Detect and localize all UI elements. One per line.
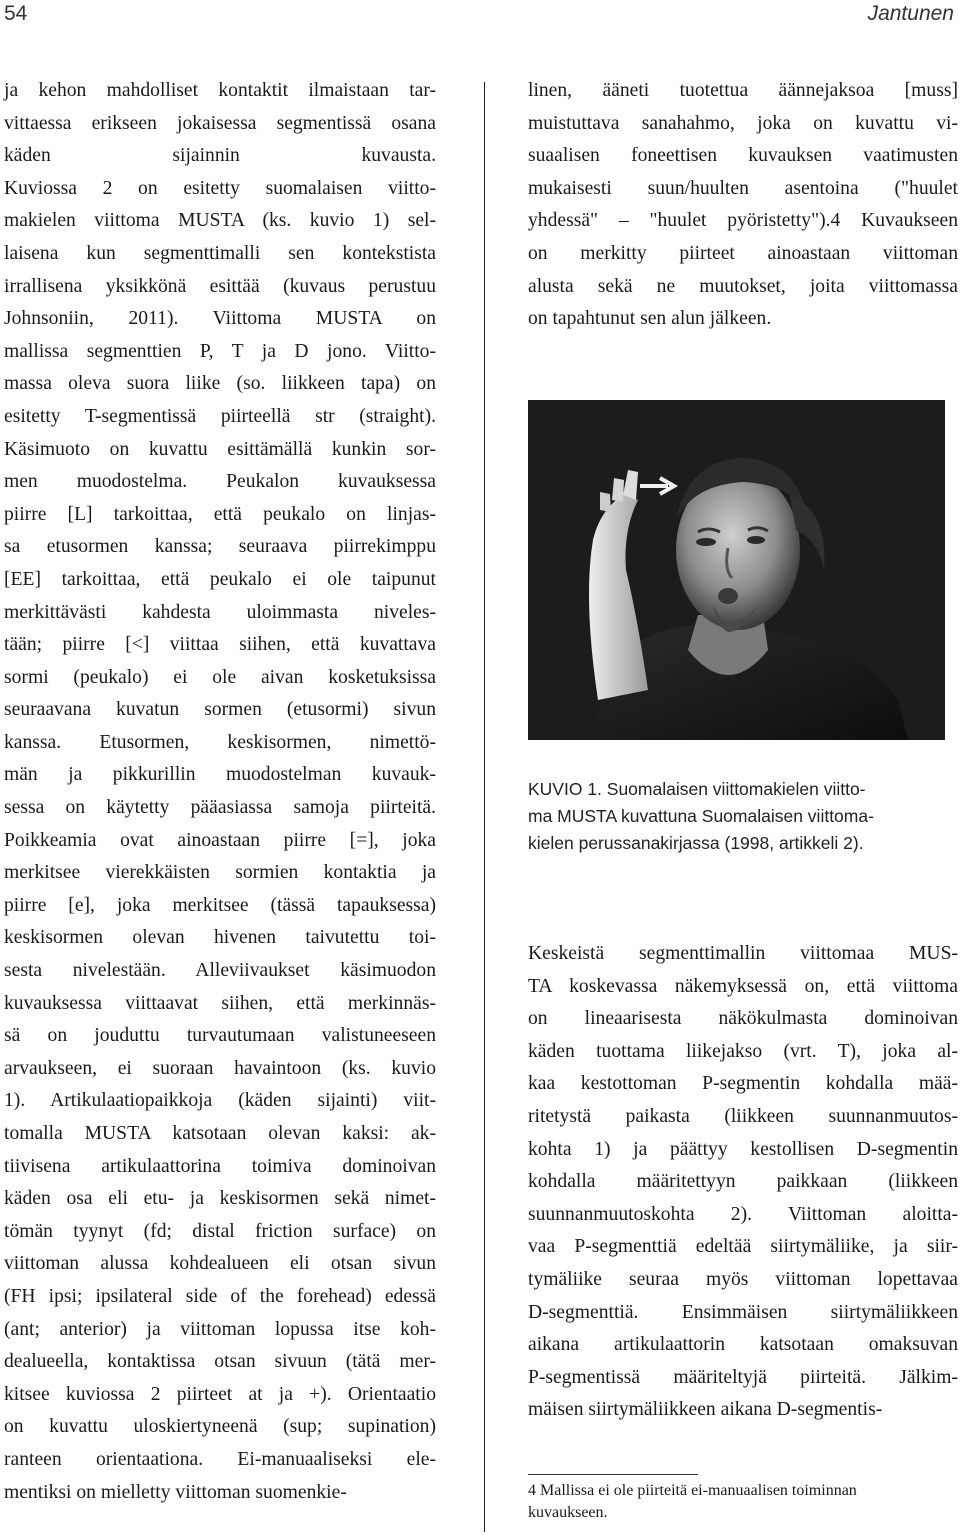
page-header <box>0 0 960 40</box>
caption-line: kielen perussanakirjassa (1998, artikkeli 2). <box>528 833 864 853</box>
text-line: kohta 1) ja päättyy kestollisen D-segmentin <box>528 1138 958 1160</box>
text-line: laisena kun segmenttimalli sen kontekstista <box>4 242 436 264</box>
text-line: kanssa. Etusormen, keskisormen, nimettö- <box>4 731 436 753</box>
figure-caption <box>528 776 958 857</box>
text-line: ja kehon mahdolliset kontaktit ilmaistaan tar- <box>4 80 436 101</box>
text-line: ritetystä paikasta (liikkeen suunnanmuutos- <box>528 1105 958 1127</box>
figure-photo-musta-sign <box>528 400 945 740</box>
text-line: käden sijainnin kuvausta. <box>4 145 436 167</box>
text-line: Käsimuoto on kuvattu esittämällä kunkin sor- <box>4 438 436 460</box>
caption-line: ma MUSTA kuvattuna Suomalaisen viittoma- <box>528 806 874 826</box>
text-line: on merkitty piirteet ainoastaan viittoman <box>528 242 958 264</box>
left-column-text <box>4 75 436 1509</box>
text-line: seuraavana kuvatun sormen (etusormi) sivun <box>4 699 436 721</box>
text-line: vittaessa erikseen jokaisessa segmentissä osana <box>4 112 436 134</box>
text-line: tään; piirre [<] viittaa siihen, että kuvattava <box>4 634 436 656</box>
text-line: irrallisena yksikkönä esittää (kuvaus perustuu <box>4 275 436 297</box>
text-line: mukaisesti suun/huulten asentoina ("huulet <box>528 177 958 199</box>
text-line: P-segmentissä määriteltyjä piirteitä. Jälkim- <box>528 1366 958 1388</box>
text-line: kohdalla määritettyyn paikkaan (liikkeen <box>528 1171 958 1193</box>
text-line: tymäliike seuraa myös viittoman lopettavaa <box>528 1268 958 1290</box>
text-line: mäisen siirtymäliikkeen aikana D-segmentis- <box>528 1399 883 1421</box>
text-line: kitsee kuviossa 2 piirteet at ja +). Orientaatio <box>4 1383 436 1405</box>
text-line: tomalla MUSTA katsotaan olevan kaksi: ak- <box>4 1123 436 1144</box>
text-line: linen, ääneti tuotettua äännejaksoa [muss] <box>528 80 958 101</box>
text-line: käden tuottama liikejakso (vrt. T), joka al- <box>528 1040 958 1062</box>
text-line: tiivisena artikulaattorina toimiva dominoivan <box>4 1155 436 1177</box>
right-column-text-top <box>528 75 958 336</box>
text-line: merkittävästi kahdesta uloimmasta niveles- <box>4 601 436 623</box>
text-line: Keskeistä segmenttimallin viittomaa MUS- <box>528 943 958 964</box>
text-line: men muodostelma. Peukalon kuvauksessa <box>4 471 436 493</box>
text-line: piirre [L] tarkoittaa, että peukalo on linjas- <box>4 503 436 525</box>
text-line: sä on jouduttu turvautumaan valistuneeseen <box>4 1025 436 1047</box>
text-line: aikana artikulaattorin katsotaan omaksuvan <box>528 1334 958 1356</box>
text-line: piirre [e], joka merkitsee (tässä tapauksessa) <box>4 894 436 916</box>
text-line: alusta sekä ne muutokset, joita viittomassa <box>528 275 958 297</box>
text-line: on lineaarisesta näkökulmasta dominoivan <box>528 1008 958 1030</box>
footnote <box>528 1480 958 1524</box>
text-line: on tapahtunut sen alun jälkeen. <box>528 308 772 330</box>
footnote-line: kuvaukseen. <box>528 1504 608 1521</box>
text-line: sormi (peukalo) ei ole aivan kosketuksissa <box>4 666 436 688</box>
text-line: merkitsee vierekkäisten sormien kontaktia ja <box>4 862 436 884</box>
text-line: Kuviossa 2 on esitetty suomalaisen viitto- <box>4 177 436 199</box>
text-line: män ja pikkurillin muodostelman kuvauk- <box>4 764 436 786</box>
text-line: suaalisen foneettisen kuvauksen vaatimusten <box>528 145 958 167</box>
text-line: mallissa segmenttien P, T ja D jono. Viitto- <box>4 340 436 362</box>
text-line: (ant; anterior) ja viittoman lopussa itse koh- <box>4 1318 436 1340</box>
caption-line: KUVIO 1. Suomalaisen viittomakielen viitto- <box>528 779 866 799</box>
text-line: TA koskevassa näkemyksessä on, että viittoma <box>528 975 958 997</box>
text-line: sesta nivelestään. Alleviivaukset käsimuodon <box>4 960 436 982</box>
text-line: sa etusormen kanssa; seuraava piirrekimppu <box>4 536 436 558</box>
text-line: keskisormen olevan hivenen taivutettu toi- <box>4 927 436 949</box>
text-line: D-segmenttiä. Ensimmäisen siirtymäliikkeen <box>528 1301 958 1323</box>
text-line: kuvauksessa viittaavat siihen, että merkinnäs- <box>4 992 436 1014</box>
text-line: sessa on käytetty pääasiassa samoja piirteitä. <box>4 797 436 819</box>
text-line: suunnanmuutoskohta 2). Viittoman aloitta- <box>528 1203 958 1225</box>
page-number: 54 <box>4 2 28 25</box>
text-line: massa oleva suora liike (so. liikkeen tapa) on <box>4 373 436 395</box>
text-line: (FH ipsi; ipsilateral side of the forehead) edessä <box>4 1285 436 1307</box>
text-line: on kuvattu uloskiertyneenä (sup; supination) <box>4 1416 436 1438</box>
footnote-rule <box>528 1474 698 1475</box>
text-line: tömän tyynyt (fd; distal friction surface) on <box>4 1220 436 1242</box>
text-line: esitetty T-segmentissä piirteellä str (straight). <box>4 405 436 427</box>
text-line: Johnsoniin, 2011). Viittoma MUSTA on <box>4 308 436 330</box>
running-head: Jantunen <box>867 2 954 25</box>
text-line: yhdessä" – "huulet pyöristetty").4 Kuvaukseen <box>528 210 958 232</box>
text-line: 1). Artikulaatiopaikkoja (käden sijainti) viit- <box>4 1090 436 1112</box>
footnote-line: 4 Mallissa ei ole piirteitä ei-manuaalisen toiminnan <box>528 1482 857 1499</box>
text-line: Poikkeamia ovat ainoastaan piirre [=], joka <box>4 829 436 851</box>
text-line: kaa kestottoman P-segmentin kohdalla mää- <box>528 1073 958 1095</box>
text-line: ranteen orientaationa. Ei-manuaaliseksi ele- <box>4 1448 436 1470</box>
text-line: [EE] tarkoittaa, että peukalo ei ole taipunut <box>4 568 436 590</box>
text-line: vaa P-segmenttiä edeltää siirtymäliike, ja siir- <box>528 1236 958 1258</box>
text-line: viittoman alussa kohdealueen eli otsan sivun <box>4 1253 436 1275</box>
text-line: dealueella, kontaktissa otsan sivuun (tätä mer- <box>4 1351 436 1373</box>
text-line: mentiksi on mielletty viittoman suomenkie- <box>4 1481 347 1503</box>
text-line: käden osa eli etu- ja keskisormen sekä nimet- <box>4 1188 436 1210</box>
text-line: makielen viittoma MUSTA (ks. kuvio 1) sel- <box>4 210 436 232</box>
text-line: arvaukseen, ei suoraan havaintoon (ks. kuvio <box>4 1057 436 1079</box>
text-line: muistuttava sanahahmo, joka on kuvattu vi- <box>528 112 958 134</box>
right-column-text-bottom <box>528 938 958 1427</box>
signer-illustration <box>528 400 945 740</box>
column-divider <box>484 82 485 1532</box>
